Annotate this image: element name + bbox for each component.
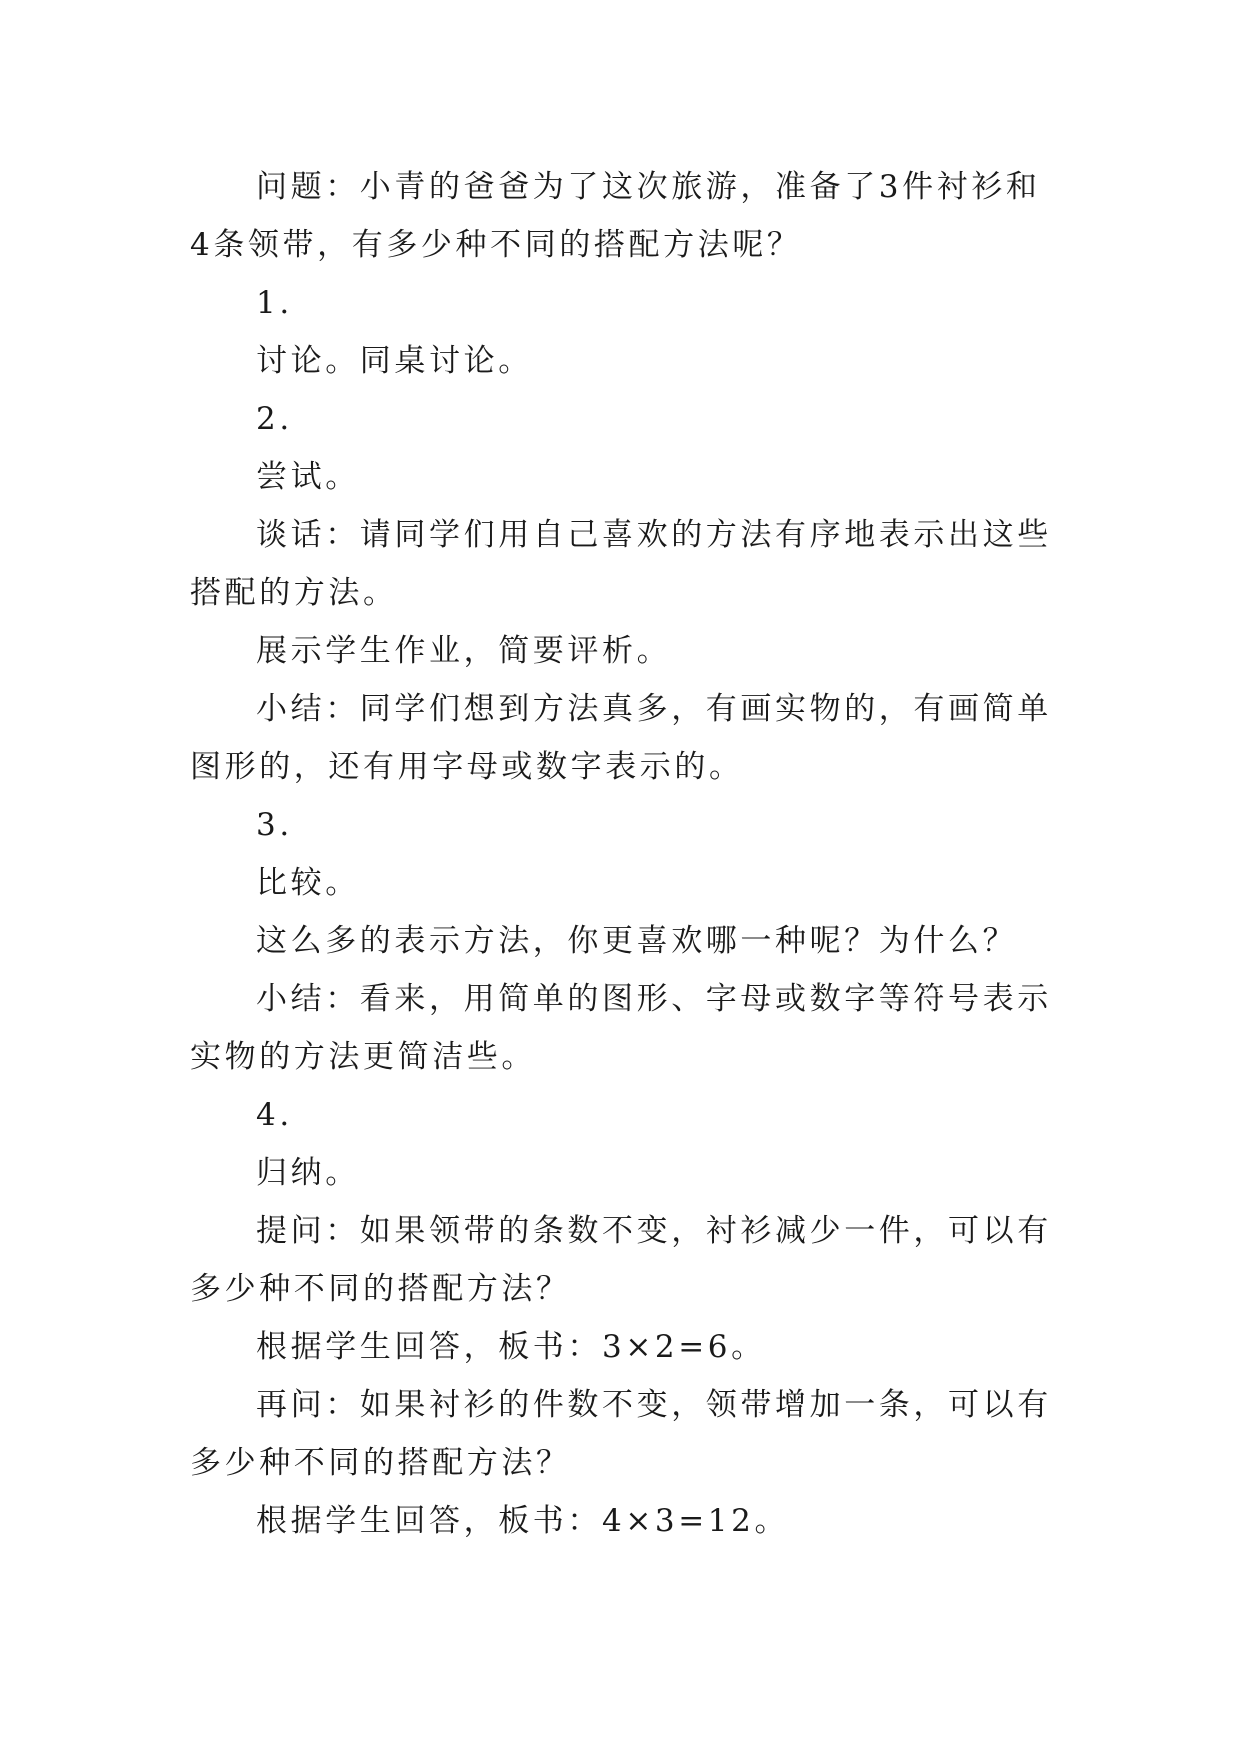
document-body (190, 158, 1054, 1550)
paragraph-show: 展示学生作业，简要评析。 (256, 633, 672, 669)
paragraph-compare: 比较。 (256, 865, 360, 901)
paragraph-induce: 归纳。 (256, 1155, 360, 1191)
step-number-4: 4. (256, 1097, 293, 1133)
paragraph-question: 问题：小青的爸爸为了这次旅游，准备了3件衬衫和4条领带，有多少种不同的搭配方法呢？ (190, 169, 1041, 263)
paragraph-discuss: 讨论。同桌讨论。 (256, 343, 533, 379)
paragraph-summary-1: 小结：同学们想到方法真多，有画实物的，有画简单图形的，还有用字母或数字表示的。 (190, 691, 1052, 785)
step-number-1: 1. (256, 285, 293, 321)
paragraph-ask-1: 提问：如果领带的条数不变，衬衫减少一件，可以有多少种不同的搭配方法？ (190, 1213, 1052, 1307)
paragraph-board-2: 根据学生回答，板书：4×3=12。 (256, 1503, 790, 1539)
step-number-3: 3. (256, 807, 293, 843)
paragraph-ask-2: 再问：如果衬衫的件数不变，领带增加一条，可以有多少种不同的搭配方法？ (190, 1387, 1052, 1481)
paragraph-summary-2: 小结：看来，用简单的图形、字母或数字等符号表示实物的方法更简洁些。 (190, 981, 1052, 1075)
paragraph-try: 尝试。 (256, 459, 360, 495)
paragraph-talk: 谈话：请同学们用自己喜欢的方法有序地表示出这些搭配的方法。 (190, 517, 1052, 611)
paragraph-board-1: 根据学生回答，板书：3×2=6。 (256, 1329, 766, 1365)
step-number-2: 2. (256, 401, 293, 437)
paragraph-which: 这么多的表示方法，你更喜欢哪一种呢？为什么？ (256, 923, 1018, 959)
